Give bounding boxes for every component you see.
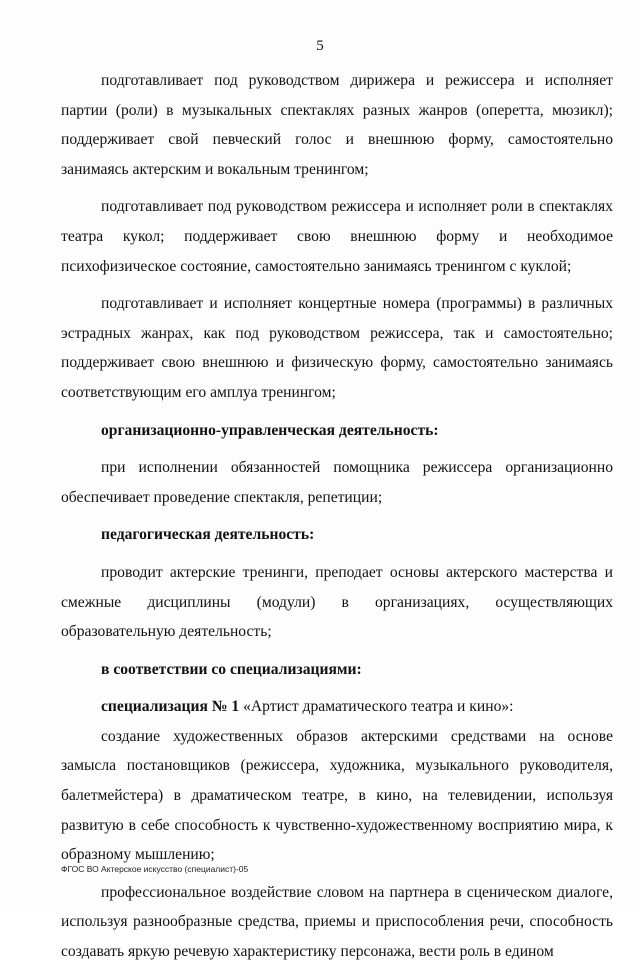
section-heading: организационно-управленческая деятельность: <box>101 421 439 439</box>
document-body <box>61 66 613 967</box>
paragraph: при исполнении обязанностей помощника режиссера организационно обеспечивает проведение спектакля, репетиции; <box>61 459 613 506</box>
specialization-line <box>61 692 613 722</box>
paragraph: подготавливает под руководством режиссера и исполняет роли в спектаклях театра кукол; поддерживает свою внешнюю форму и необходимое психофизическое состояние, самостоятельно занимаясь тренингом с куклой; <box>61 198 613 275</box>
paragraph: проводит актерские тренинги, преподает основы актерского мастерства и смежные дисциплины (модули) в организациях, осуществляющих образовательную деятельность; <box>61 563 613 641</box>
page-number: 5 <box>316 38 324 54</box>
specialization-label: специализация № 1 <box>101 698 240 716</box>
section-heading: педагогическая деятельность: <box>101 526 315 544</box>
paragraph: подготавливает и исполняет концертные номера (программы) в различных эстрадных жанрах, как под руководством режиссера, так и самостоятельно; поддерживает свою внешнюю и физическую форму, самостоятельно занимаясь соответствующим его амплуа тренингом; <box>61 295 613 401</box>
section-heading: в соответствии со специализациями: <box>101 660 362 678</box>
paragraph: подготавливает под руководством дирижера и режиссера и исполняет партии (роли) в музыкальных спектаклях разных жанров (оперетта, мюзикл); поддерживает свой певческий голос и внешнюю форму, самостоятельно занимаясь актерским и вокальным тренингом; <box>61 72 613 178</box>
paragraph: создание художественных образов актерскими средствами на основе замысла постановщиков (режиссера, художника, музыкального руководителя, балетмейстера) в драматическом театре, в кино, на телевидении, используя развитую в себе способность к чувственно-художественному восприятию мира, к образному мышлению; <box>61 727 613 864</box>
paragraph: профессиональное воздействие словом на партнера в сценическом диалоге, используя разнообразные средства, приемы и приспособления речи, способность создавать яркую речевую характеристику персонажа, вести роль в едином <box>61 883 613 961</box>
specialization-title: «Артист драматического театра и кино»: <box>239 698 514 716</box>
document-footer: ФГОС ВО Актерское искусство (специалист)-05 <box>61 864 249 874</box>
